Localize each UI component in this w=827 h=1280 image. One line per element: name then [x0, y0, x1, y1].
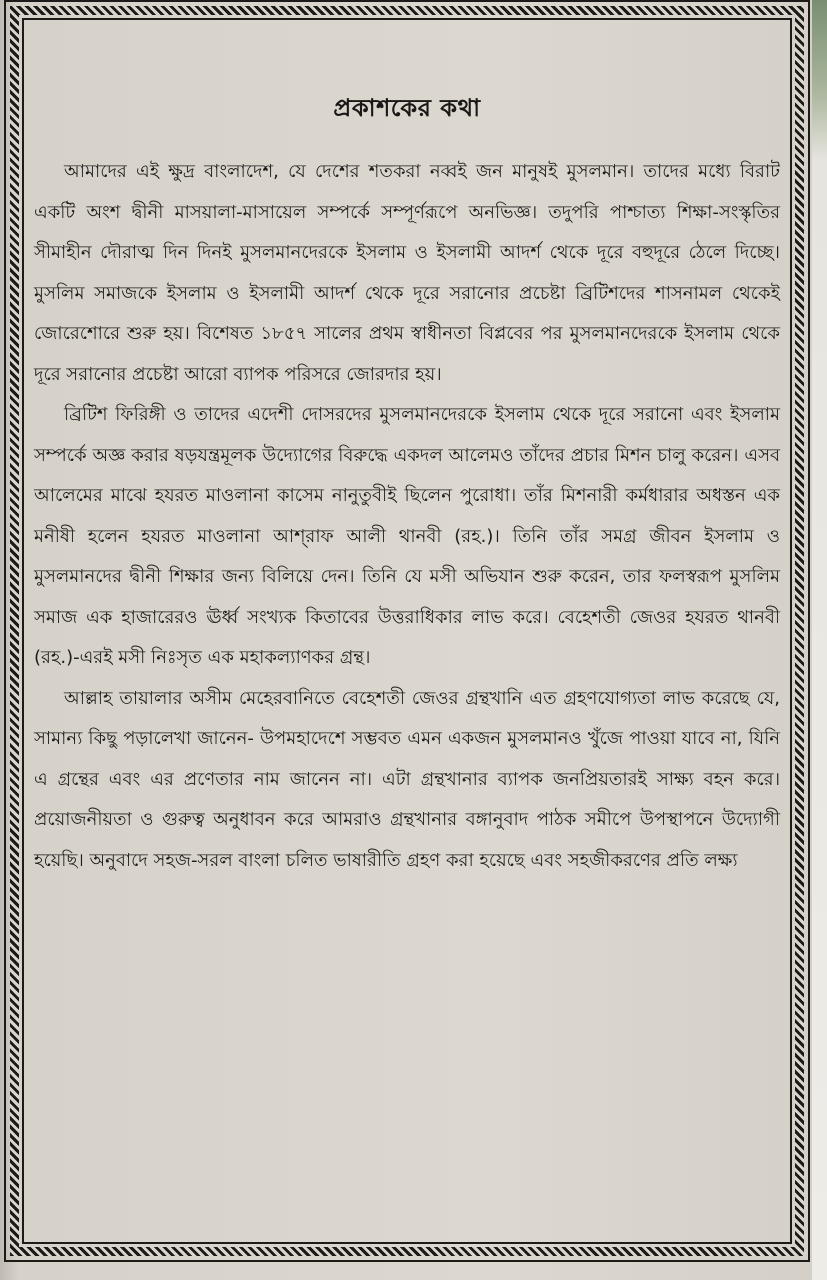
- page-content: [30, 26, 784, 1236]
- body-paragraph-3: আল্লাহ তায়ালার অসীম মেহেরবানিতে বেহেশতী জেওর গ্রন্থখানি এত গ্রহণযোগ্যতা লাভ করেছে যে, সামান্য কিছু পড়ালেখা জানেন- উপমহাদেশে সম্ভবত এমন একজন মুসলমানও খুঁজে পাওয়া যাবে না, যিনি এ গ্রন্থের এবং এর প্রণেতার নাম জানেন না। এটা গ্রন্থখানার ব্যাপক জনপ্রিয়তারই সাক্ষ্য বহন করে। প্রয়োজনীয়তা ও গুরুত্ব অনুধাবন করে আমরাও গ্রন্থখানার বঙ্গানুবাদ পাঠক সমীপে উপস্থাপনে উদ্যোগী হয়েছি। অনুবাদে সহজ-সরল বাংলা চলিত ভাষারীতি গ্রহণ করা হয়েছে এবং সহজীকরণের প্রতি লক্ষ্য: [34, 687, 780, 871]
- adjacent-page-edge: [812, 0, 827, 1280]
- body-paragraph-2: ব্রিটিশ ফিরিঙ্গী ও তাদের এদেশী দোসরদের মুসলমানদেরকে ইসলাম থেকে দূরে সরানো এবং ইসলাম সম্পর্কে অজ্ঞ করার ষড়যন্ত্রমূলক উদ্যোগের বিরুদ্ধে একদল আলেমও তাঁদের প্রচার মিশন চালু করেন। এসব আলেমের মাঝে হযরত মাওলানা কাসেম নানুতুবীই ছিলেন পুরোধা। তাঁর মিশনারী কর্মধারার অধস্তন এক মনীষী হলেন হযরত মাওলানা আশ্‌রাফ আলী থানবী (রহ.)। তিনি তাঁর সমগ্র জীবন ইসলাম ও মুসলমানদের দ্বীনী শিক্ষার জন্য বিলিয়ে দেন। তিনি যে মসী অভিযান শুরু করেন, তার ফলস্বরূপ মুসলিম সমাজ এক হাজারেরও ঊর্ধ্ব সংখ্যক কিতাবের উত্তরাধিকার লাভ করে। বেহেশতী জেওর হযরত থানবী (রহ.)-এরই মসী নিঃসৃত এক মহাকল্যাণকর গ্রন্থ।: [34, 404, 780, 668]
- body-paragraph-1: আমাদের এই ক্ষুদ্র বাংলাদেশ, যে দেশের শতকরা নব্বই জন মানুষই মুসলমান। তাদের মধ্যে বিরাট একটি অংশ দ্বীনী মাসয়ালা-মাসায়েল সম্পর্কে সম্পূর্ণরূপে অনভিজ্ঞ। তদুপরি পাশ্চাত্য শিক্ষা-সংস্কৃতির সীমাহীন দৌরাত্ম দিন দিনই মুসলমানদেরকে ইসলাম ও ইসলামী আদর্শ থেকে দূরে বহুদূরে ঠেলে দিচ্ছে। মুসলিম সমাজকে ইসলাম ও ইসলামী আদর্শ থেকে দূরে সরানোর প্রচেষ্টা ব্রিটিশদের শাসনামল থেকেই জোরেশোরে শুরু হয়। বিশেষত ১৮৫৭ সালের প্রথম স্বাধীনতা বিপ্লবের পর মুসলমানদেরকে ইসলাম থেকে দূরে সরানোর প্রচেষ্টা আরো ব্যাপক পরিসরে জোরদার হয়।: [34, 161, 780, 385]
- page-heading: প্রকাশকের কথা: [333, 94, 481, 122]
